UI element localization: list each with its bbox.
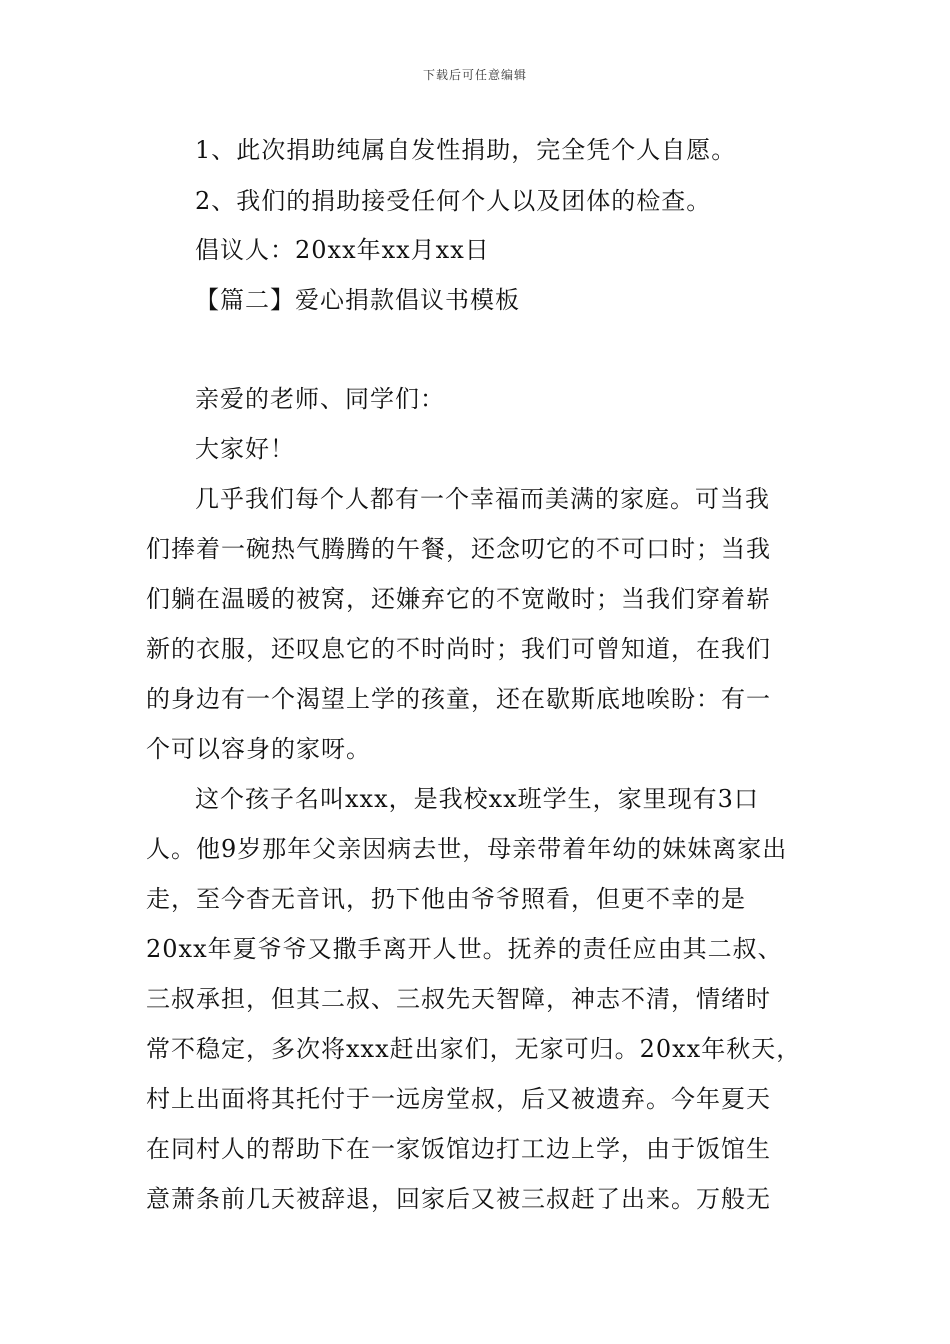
paragraph-1-line: 们躺在温暖的被窝，还嫌弃它的不宽敞时；当我们穿着崭 (146, 585, 771, 613)
paragraph-2-line: 这个孩子名叫xxx，是我校xx班学生，家里现有3口 (195, 785, 759, 813)
salutation: 亲爱的老师、同学们： (195, 385, 445, 413)
item-2: 2、我们的捐助接受任何个人以及团体的检查。 (195, 187, 712, 215)
paragraph-2-line: 人。他9岁那年父亲因病去世，母亲带着年幼的妹妹离家出 (146, 835, 788, 863)
paragraph-1-line: 的身边有一个渴望上学的孩童，还在歇斯底地唉盼：有一 (146, 685, 771, 713)
paragraph-1-line: 几乎我们每个人都有一个幸福而美满的家庭。可当我 (195, 485, 770, 513)
paragraph-2-line: 三叔承担，但其二叔、三叔先天智障，神志不清，情绪时 (146, 985, 771, 1013)
signature-line: 倡议人：20xx年xx月xx日 (195, 236, 490, 264)
page-header-note: 下载后可任意编辑 (422, 68, 527, 82)
paragraph-2-line: 走，至今杳无音讯，扔下他由爷爷照看，但更不幸的是 (146, 885, 746, 913)
section-title: 【篇二】爱心捐款倡议书模板 (195, 286, 520, 314)
paragraph-2-line: 村上出面将其托付于一远房堂叔，后又被遗弃。今年夏天 (146, 1085, 771, 1113)
paragraph-2-line: 20xx年夏爷爷又撒手离开人世。抚养的责任应由其二叔、 (146, 935, 783, 963)
item-1: 1、此次捐助纯属自发性捐助，完全凭个人自愿。 (195, 136, 737, 164)
paragraph-2-line: 意萧条前几天被辞退，回家后又被三叔赶了出来。万般无 (146, 1185, 771, 1213)
paragraph-1-line: 个可以容身的家呀。 (146, 735, 371, 763)
paragraph-1-line: 新的衣服，还叹息它的不时尚时；我们可曾知道，在我们 (146, 635, 771, 663)
greeting: 大家好！ (195, 435, 295, 463)
paragraph-2-line: 在同村人的帮助下在一家饭馆边打工边上学，由于饭馆生 (146, 1135, 771, 1163)
paragraph-2-line: 常不稳定，多次将xxx赶出家们，无家可归。20xx年秋天， (146, 1035, 802, 1063)
paragraph-1-line: 们捧着一碗热气腾腾的午餐，还念叨它的不可口时；当我 (146, 535, 771, 563)
